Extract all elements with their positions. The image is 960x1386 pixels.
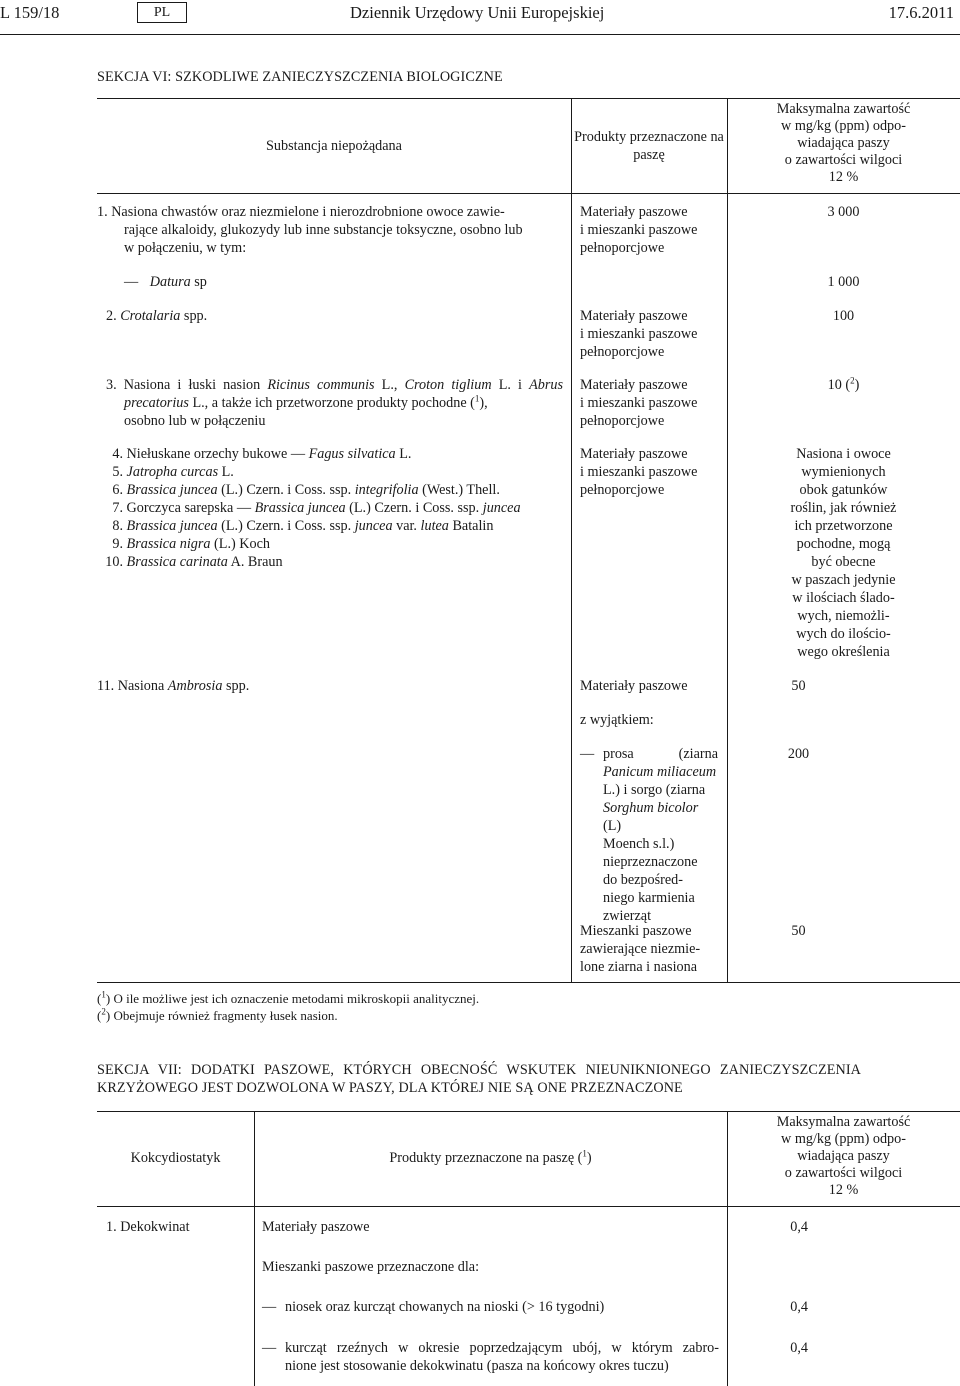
species-name: Abrus bbox=[529, 377, 564, 393]
item-number: 5. bbox=[112, 464, 123, 480]
text-line: Materiały paszowe bbox=[580, 446, 688, 462]
species-name: Fagus silvatica bbox=[308, 446, 396, 462]
row4-products bbox=[580, 445, 697, 499]
text-line: wymienionych bbox=[801, 464, 886, 480]
col-header-max-line: 12 % bbox=[828, 1182, 859, 1198]
list-item bbox=[96, 553, 521, 571]
text-line bbox=[603, 745, 718, 763]
text-line: pochodne, mogą bbox=[796, 536, 891, 552]
col-header-max-line: wiadająca paszy bbox=[797, 1148, 890, 1164]
section-6-title: SEKCJA VI: SZKODLIWE ZANIECZYSZCZENIA BIOLOGICZNE bbox=[97, 69, 503, 85]
list-item bbox=[96, 499, 521, 517]
text-line: nieprzeznaczone bbox=[603, 854, 698, 870]
text-line: Nasiona i owoce bbox=[796, 446, 891, 462]
text: (L.) Koch bbox=[210, 536, 270, 552]
text-line: i mieszanki paszowe bbox=[580, 464, 698, 480]
species-name: Jatropha curcas bbox=[126, 464, 219, 480]
row2-products bbox=[580, 307, 697, 361]
feed-materials-value: 0,4 bbox=[790, 1219, 808, 1235]
item-number: 9. bbox=[112, 536, 123, 552]
item-number: 4. bbox=[112, 446, 123, 462]
row11-products: Materiały paszowe bbox=[580, 678, 688, 694]
text-line: pełnoporcjowe bbox=[580, 240, 665, 256]
text-line: Materiały paszowe bbox=[580, 308, 688, 324]
text-line: L.) i sorgo (ziarna bbox=[603, 782, 706, 798]
text: spp. bbox=[222, 678, 250, 694]
dash: — bbox=[124, 274, 139, 290]
col-header-max-7 bbox=[727, 1114, 960, 1199]
text-line: wych do ilościo- bbox=[796, 626, 891, 642]
item-number: 10. bbox=[105, 554, 123, 570]
text: spp. bbox=[180, 308, 208, 324]
col-header-max-line: Maksymalna zawartość bbox=[776, 101, 911, 117]
text-line bbox=[106, 376, 563, 394]
footnote-text: Obejmuje również fragmenty łusek nasion. bbox=[110, 1008, 338, 1023]
text-line: do bezpośred- bbox=[603, 872, 683, 888]
text-line: w połączeniu, w tym: bbox=[124, 240, 247, 256]
text: L., a także ich przetworzone produkty pochodne ( bbox=[188, 395, 475, 411]
laying-hens-value: 0,4 bbox=[790, 1299, 808, 1315]
millet-exception bbox=[603, 745, 718, 925]
text-line: lone ziarna i nasiona bbox=[580, 959, 697, 975]
row1-value: 3 000 bbox=[827, 204, 860, 220]
text-line: wego określenia bbox=[797, 644, 890, 660]
species-name: Sorghum bicolor bbox=[603, 800, 699, 816]
journal-title: Dziennik Urzędowy Unii Europejskiej bbox=[350, 3, 605, 22]
text: (L.) Czern. i Coss. ssp. bbox=[217, 518, 355, 534]
dash: — bbox=[262, 1299, 277, 1315]
list-item bbox=[96, 481, 521, 499]
species-name: precatorius bbox=[124, 395, 189, 411]
col-header-max-line: w mg/kg (ppm) odpo- bbox=[781, 118, 906, 134]
list-item bbox=[96, 517, 521, 535]
row1-products bbox=[580, 203, 697, 257]
text-line: kurcząt rzeźnych w okresie poprzedzającym ubój, w którym zabro- bbox=[285, 1340, 719, 1356]
text: 11. Nasiona bbox=[97, 678, 168, 694]
text: ) bbox=[586, 1150, 592, 1166]
row1-substance bbox=[97, 203, 563, 257]
col-header-products-line: Produkty przeznaczone na bbox=[574, 129, 724, 145]
footnote-number: 2 bbox=[101, 1006, 106, 1017]
text-line: Moench s.l.) bbox=[603, 836, 675, 852]
species-name: Brassica carinata bbox=[126, 554, 228, 570]
datura-value: 1 000 bbox=[827, 274, 860, 290]
text-line: i mieszanki paszowe bbox=[580, 326, 698, 342]
table7-header-rule bbox=[97, 1206, 960, 1207]
text: 10 ( bbox=[827, 377, 851, 393]
publication-date: 17.6.2011 bbox=[888, 3, 954, 22]
text-line: w paszach jedynie bbox=[791, 572, 896, 588]
species-name: Brassica juncea bbox=[254, 500, 346, 516]
text-line: roślin, jak również bbox=[790, 500, 897, 516]
feed-materials-label: Materiały paszowe bbox=[262, 1219, 370, 1235]
text: (West.) Thell. bbox=[418, 482, 500, 498]
species-name: Panicum miliaceum bbox=[603, 764, 717, 780]
species-name: Datura bbox=[149, 274, 191, 290]
table6-header-rule bbox=[97, 193, 960, 194]
col-header-products-line: paszę bbox=[633, 147, 665, 163]
footnote-number: 1 bbox=[101, 989, 106, 1000]
text-line: Mieszanki paszowe bbox=[580, 923, 692, 939]
col-header-products-7 bbox=[254, 1149, 727, 1167]
col-header-max bbox=[727, 101, 960, 186]
broiler-label bbox=[285, 1339, 719, 1375]
species-name: Croton tiglium bbox=[404, 377, 492, 393]
page-number: L 159/18 bbox=[0, 3, 60, 22]
mix-value: 50 bbox=[791, 923, 806, 939]
broiler-value: 0,4 bbox=[790, 1340, 808, 1356]
text-line: niego karmienia bbox=[603, 890, 695, 906]
except-label: z wyjątkiem: bbox=[580, 712, 654, 728]
footnote-ref: 1 bbox=[474, 393, 480, 404]
text-line bbox=[106, 394, 563, 412]
laying-hens-label: niosek oraz kurcząt chowanych na nioski (> 16 tygodni) bbox=[285, 1299, 605, 1315]
millet-value: 200 bbox=[787, 746, 810, 762]
table6-col-divider-1 bbox=[571, 98, 572, 982]
except-dash: — bbox=[580, 746, 595, 762]
text-line: ich przetworzone bbox=[794, 518, 893, 534]
col-header-max-line: 12 % bbox=[828, 169, 859, 185]
text-line: zwierząt bbox=[603, 908, 652, 924]
dash: — bbox=[262, 1340, 277, 1356]
species-name: Brassica nigra bbox=[126, 536, 211, 552]
text-line: pełnoporcjowe bbox=[580, 482, 665, 498]
species-name: Crotalaria bbox=[120, 308, 181, 324]
text-line: w ilościach ślado- bbox=[792, 590, 895, 606]
table7-top-rule bbox=[97, 1111, 960, 1112]
text: 2. bbox=[106, 308, 121, 324]
species-list bbox=[96, 445, 521, 571]
text-line: i mieszanki paszowe bbox=[580, 222, 698, 238]
text: Niełuskane orzechy bukowe — bbox=[123, 446, 309, 462]
col-header-max-line: Maksymalna zawartość bbox=[776, 1114, 911, 1130]
compound-feed-label: Mieszanki paszowe przeznaczone dla: bbox=[262, 1259, 480, 1275]
col-header-max-line: w mg/kg (ppm) odpo- bbox=[781, 1131, 906, 1147]
species-name: Ricinus communis bbox=[267, 377, 375, 393]
footnote: ($^2$) Obejmuje również fragmenty łusek nasion. bbox=[97, 1006, 338, 1023]
text: (L.) Czern. i Coss. ssp. bbox=[217, 482, 355, 498]
table6-top-rule bbox=[97, 98, 960, 99]
row11-value: 50 bbox=[791, 678, 806, 694]
text: ) bbox=[854, 377, 860, 393]
row4-note bbox=[727, 445, 960, 661]
species-name: juncea bbox=[354, 518, 393, 534]
text-line: Materiały paszowe bbox=[580, 377, 688, 393]
species-name: Brassica juncea bbox=[126, 482, 218, 498]
text-line bbox=[603, 799, 718, 835]
text-line: SEKCJA VII: DODATKI PASZOWE, KTÓRYCH OBECNOŚĆ WSKUTEK NIEUNIKNIONEGO ZANIECZYSZCZENIA bbox=[97, 1062, 861, 1078]
language-badge: PL bbox=[137, 2, 187, 23]
row2-substance bbox=[106, 307, 207, 325]
text: 3. Nasiona i łuski nasion bbox=[106, 377, 268, 393]
list-item bbox=[96, 535, 521, 553]
header-rule bbox=[0, 34, 960, 35]
text-line: zawierające niezmie- bbox=[580, 941, 701, 957]
text: A. Braun bbox=[227, 554, 283, 570]
text: var. bbox=[392, 518, 421, 534]
text-line: pełnoporcjowe bbox=[580, 344, 665, 360]
text: sp bbox=[190, 274, 207, 290]
footnotes bbox=[97, 990, 479, 1024]
text: L., bbox=[374, 377, 405, 393]
text: (ziarna bbox=[678, 746, 718, 762]
text-line: osobno lub w połączeniu bbox=[124, 413, 266, 429]
text-line: rające alkaloidy, glukozydy lub inne substancje toksyczne, osobno lub bbox=[124, 222, 523, 238]
text: L. i bbox=[491, 377, 530, 393]
page-header bbox=[0, 4, 960, 26]
text-line: Materiały paszowe bbox=[580, 204, 688, 220]
row3-value bbox=[727, 376, 960, 394]
text-line: być obecne bbox=[811, 554, 876, 570]
text: (L.) Czern. i Coss. ssp. bbox=[345, 500, 483, 516]
coccidiostat-name: 1. Dekokwinat bbox=[106, 1219, 190, 1235]
row3-products bbox=[580, 376, 697, 430]
row3-substance bbox=[106, 376, 563, 430]
section-7-title bbox=[97, 1061, 861, 1097]
text: L. bbox=[218, 464, 234, 480]
text-line: obok gatunków bbox=[799, 482, 888, 498]
text: Gorczyca sarepska — bbox=[123, 500, 255, 516]
text: Batalin bbox=[448, 518, 494, 534]
text-line: i mieszanki paszowe bbox=[580, 395, 698, 411]
species-name: lutea bbox=[420, 518, 449, 534]
text: (L) bbox=[603, 818, 622, 834]
col-header-coccidiostat: Kokcydiostatyk bbox=[130, 1150, 221, 1166]
datura-row bbox=[124, 273, 207, 291]
item-number: 8. bbox=[112, 518, 123, 534]
item-number: 7. bbox=[112, 500, 123, 516]
text: prosa bbox=[603, 746, 634, 762]
col-header-products bbox=[571, 128, 727, 164]
species-name: Ambrosia bbox=[167, 678, 223, 694]
text: Produkty przeznaczone na paszę ( bbox=[389, 1150, 583, 1166]
footnote-text: O ile możliwe jest ich oznaczenie metodami mikroskopii analitycznej. bbox=[110, 991, 480, 1006]
mix-exception bbox=[580, 922, 700, 976]
species-name: juncea bbox=[482, 500, 521, 516]
text-line: pełnoporcjowe bbox=[580, 413, 665, 429]
col-header-max-line: o zawartości wilgoci bbox=[784, 152, 903, 168]
row2-value: 100 bbox=[832, 308, 855, 324]
text: ), bbox=[479, 395, 488, 411]
text-line: nione jest stosowanie dekokwinatu (pasza na końcowy okres tuczu) bbox=[285, 1358, 669, 1374]
text-line bbox=[603, 763, 718, 781]
item-number: 6. bbox=[112, 482, 123, 498]
footnote: ($^1$) O ile możliwe jest ich oznaczenie metodami mikroskopii analitycznej. bbox=[97, 989, 480, 1006]
list-item bbox=[96, 445, 521, 463]
text: L. bbox=[395, 446, 412, 462]
species-name: Brassica juncea bbox=[126, 518, 218, 534]
table6-bottom-rule bbox=[97, 982, 960, 983]
col-header-max-line: o zawartości wilgoci bbox=[784, 1165, 903, 1181]
text-line: KRZYŻOWEGO JEST DOZWOLONA W PASZY, DLA KTÓREJ NIE SĄ ONE PRZEZNACZONE bbox=[97, 1080, 683, 1096]
text-line: 1. Nasiona chwastów oraz niezmielone i nierozdrobnione owoce zawie- bbox=[97, 204, 505, 220]
footnote-ref: 2 bbox=[850, 375, 855, 386]
footnote-ref: 1 bbox=[582, 1148, 587, 1159]
row11-substance bbox=[97, 677, 249, 695]
species-name: integrifolia bbox=[354, 482, 419, 498]
list-item bbox=[96, 463, 521, 481]
text-line: wych, niemożli- bbox=[797, 608, 890, 624]
col-header-max-line: wiadająca paszy bbox=[797, 135, 890, 151]
col-header-substance: Substancja niepożądana bbox=[266, 138, 402, 154]
